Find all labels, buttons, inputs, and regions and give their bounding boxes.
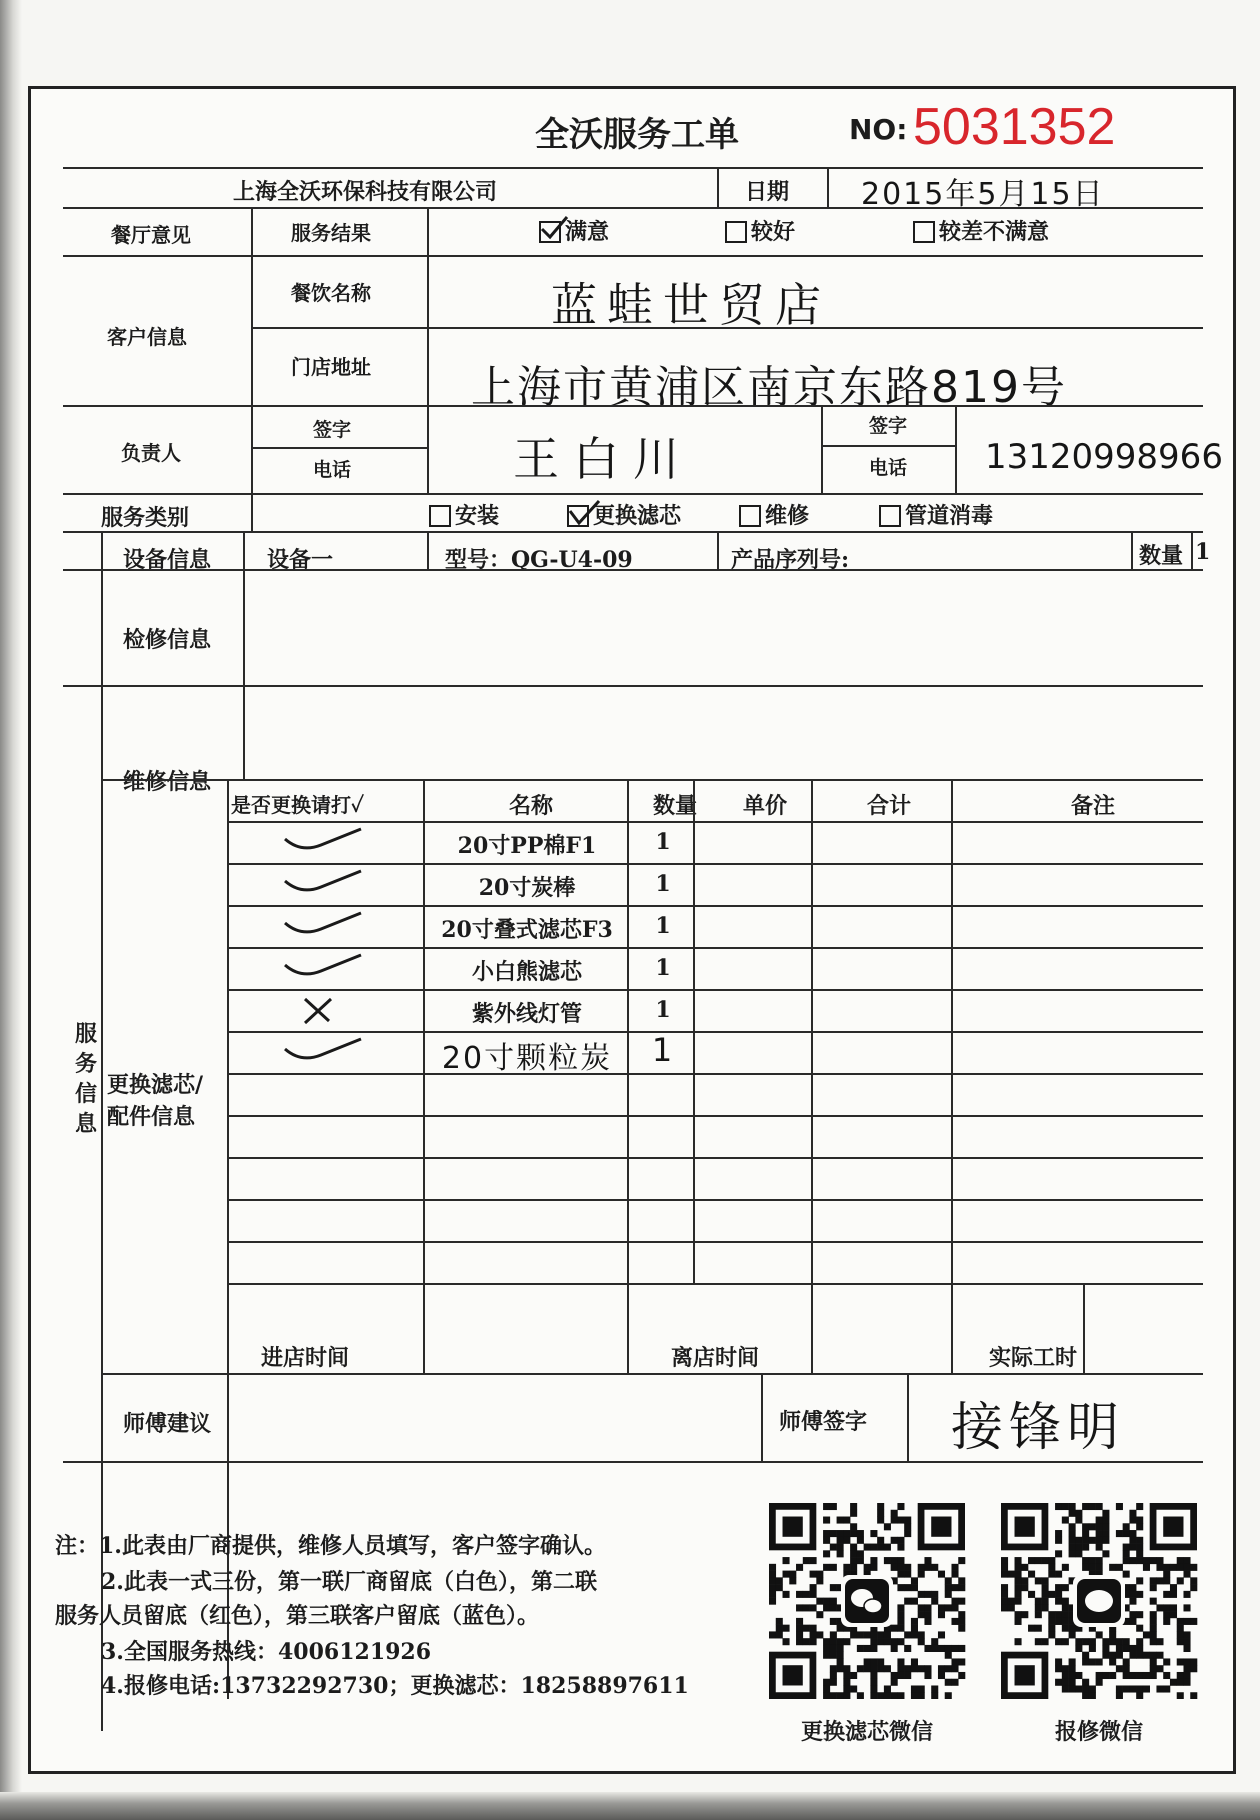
table-rule	[227, 1157, 1203, 1159]
table-rule	[693, 779, 695, 1283]
satisfied-checkbox[interactable]	[539, 221, 561, 243]
part-name: 20寸叠式滤芯F3	[441, 917, 613, 943]
enter-time-label: 进店时间	[261, 1345, 350, 1371]
check-mark-icon	[539, 215, 569, 241]
repair-checkbox[interactable]	[739, 505, 761, 527]
parts-label: 更换滤芯/配件信息	[107, 1072, 204, 1130]
table-rule	[811, 1283, 813, 1373]
table-rule	[627, 1283, 629, 1373]
part-name: 20寸颗粒炭	[441, 1041, 613, 1076]
qr-pattern	[767, 1503, 967, 1699]
manager-phone-label: 电话	[313, 459, 352, 481]
equipment-label: 设备信息	[123, 547, 212, 573]
table-rule	[227, 989, 1203, 991]
order-number: 5031352	[913, 98, 1116, 156]
option-poor-label: 较差不满意	[939, 219, 1050, 245]
table-rule	[951, 779, 953, 1283]
type-filter-label: 更换滤芯	[593, 503, 682, 529]
service-order-form	[28, 86, 1236, 1774]
technician-advice-label: 师傅建议	[123, 1411, 212, 1437]
part-qty: 1	[651, 1031, 675, 1069]
quantity-label: 数量	[1139, 543, 1184, 569]
type-repair[interactable]	[739, 499, 809, 530]
col-header-total: 合计	[866, 793, 912, 819]
restaurant-name-label: 餐饮名称	[291, 281, 371, 305]
qr-pattern	[999, 1503, 1199, 1699]
good-checkbox[interactable]	[725, 221, 747, 243]
form-title: 全沃服务工单	[535, 115, 739, 155]
equipment-device: 设备一	[267, 547, 334, 573]
col-header-name: 名称	[508, 793, 554, 819]
technician-sign-label: 师傅签字	[779, 1409, 868, 1435]
leave-time-label: 离店时间	[671, 1345, 760, 1371]
table-rule	[227, 821, 1203, 823]
table-rule	[811, 779, 813, 1283]
equipment-model: 型号：QG-U4-09	[445, 547, 633, 573]
table-rule	[227, 905, 1203, 907]
note-line-2a: 2.此表一式三份，第一联厂商留底（白色），第二联	[101, 1569, 597, 1595]
note-line-3: 3.全国服务热线：4006121926	[101, 1639, 432, 1665]
check-mark-icon	[271, 865, 371, 903]
table-rule	[227, 1031, 1203, 1033]
col-header-qty: 数量	[652, 793, 698, 819]
cross-mark-icon	[271, 991, 351, 1029]
replace-mark	[271, 1033, 371, 1075]
note-line-1: 注：1.此表由厂商提供，维修人员填写，客户签字确认。	[55, 1533, 606, 1559]
service-type-label: 服务类别	[101, 505, 190, 531]
col-header-check: 是否更换请打✓	[231, 793, 364, 817]
part-qty: 1	[655, 997, 671, 1023]
manager-phone-handwritten: 13120998966	[985, 437, 1223, 477]
manager-phone-label-2: 电话	[869, 457, 908, 479]
service-info-side-label: 服务信息	[75, 1021, 98, 1137]
check-mark-icon	[271, 823, 371, 861]
customer-section-label: 客户信息	[107, 325, 187, 349]
serial-label: 产品序列号:	[731, 547, 850, 573]
part-qty: 1	[655, 829, 671, 855]
install-checkbox[interactable]	[429, 505, 451, 527]
table-rule	[227, 863, 1203, 865]
disinfect-checkbox[interactable]	[879, 505, 901, 527]
inspection-label: 检修信息	[123, 627, 212, 653]
table-rule	[423, 1283, 425, 1373]
option-good-label: 较好	[751, 219, 796, 245]
table-rule	[951, 1283, 953, 1373]
manager-section-label: 负责人	[121, 441, 181, 465]
part-name: 20寸PP棉F1	[457, 833, 597, 859]
note-line-2b: 服务人员留底（红色），第三联客户留底（蓝色）。	[55, 1603, 540, 1629]
company-name: 上海全沃环保科技有限公司	[233, 179, 498, 205]
table-rule	[227, 1115, 1203, 1117]
poor-checkbox[interactable]	[913, 221, 935, 243]
repair-wechat-qr-code[interactable]	[999, 1503, 1199, 1699]
bottom-edge-shadow	[0, 1792, 1260, 1820]
filter-wechat-caption: 更换滤芯微信	[800, 1719, 934, 1745]
option-satisfied-label: 满意	[565, 219, 610, 245]
manager-signature: 王白川	[513, 432, 693, 486]
col-header-remark: 备注	[1070, 793, 1116, 819]
work-hours-label: 实际工时	[989, 1345, 1078, 1371]
note-line-4: 4.报修电话:13732292730；更换滤芯：18258897611	[101, 1673, 689, 1699]
replace-mark	[271, 991, 351, 1033]
part-name: 紫外线灯管	[471, 1001, 583, 1027]
filter-checkbox[interactable]	[567, 505, 589, 527]
replace-mark	[271, 823, 371, 865]
col-header-price: 单价	[742, 793, 788, 819]
page-edge-shadow	[0, 0, 22, 1820]
type-install-label: 安装	[455, 503, 500, 529]
restaurant-name-handwritten: 蓝蛙世贸店	[551, 278, 831, 332]
filter-wechat-qr-code[interactable]	[767, 1503, 967, 1699]
check-mark-icon	[271, 1033, 371, 1071]
service-result-label: 服务结果	[291, 221, 371, 245]
repair-wechat-caption: 报修微信	[1054, 1719, 1144, 1745]
table-rule	[227, 947, 1203, 949]
option-poor[interactable]	[913, 215, 1049, 246]
table-rule	[227, 1073, 1203, 1075]
option-good[interactable]	[725, 215, 795, 246]
technician-signature: 接锋明	[951, 1398, 1126, 1458]
part-qty: 1	[655, 955, 671, 981]
type-disinfect[interactable]	[879, 499, 993, 530]
order-number-label: NO:	[849, 113, 908, 146]
table-rule	[227, 1241, 1203, 1243]
manager-sign-label-2: 签字	[869, 415, 908, 437]
type-repair-label: 维修	[765, 503, 810, 529]
replace-mark	[271, 907, 371, 949]
address-handwritten: 上海市黄浦区南京东路819号	[471, 362, 1067, 413]
type-filter[interactable]	[567, 499, 681, 530]
address-label: 门店地址	[291, 355, 371, 379]
replace-mark	[271, 865, 371, 907]
feedback-section-label: 餐厅意见	[111, 223, 191, 247]
table-rule	[227, 1283, 1203, 1285]
option-satisfied[interactable]	[539, 215, 609, 246]
repair-label: 维修信息	[123, 769, 212, 795]
check-mark-icon	[567, 499, 601, 527]
check-mark-icon	[271, 907, 371, 945]
part-name: 20寸炭棒	[478, 875, 576, 901]
part-qty: 1	[655, 871, 671, 897]
date-label: 日期	[745, 179, 790, 205]
replace-mark	[271, 949, 371, 991]
table-rule	[423, 779, 425, 1283]
part-qty: 1	[655, 913, 671, 939]
type-disinfect-label: 管道消毒	[905, 503, 994, 529]
table-rule	[227, 1199, 1203, 1201]
type-install[interactable]	[429, 499, 499, 530]
part-name: 小白熊滤芯	[471, 959, 583, 985]
table-rule	[627, 779, 629, 1283]
table-rule	[1083, 1283, 1085, 1373]
check-mark-icon	[271, 949, 371, 987]
quantity-value: 1	[1195, 539, 1211, 565]
manager-sign-label: 签字	[313, 419, 352, 441]
date-value-handwritten: 2015年5月15日	[861, 177, 1105, 212]
